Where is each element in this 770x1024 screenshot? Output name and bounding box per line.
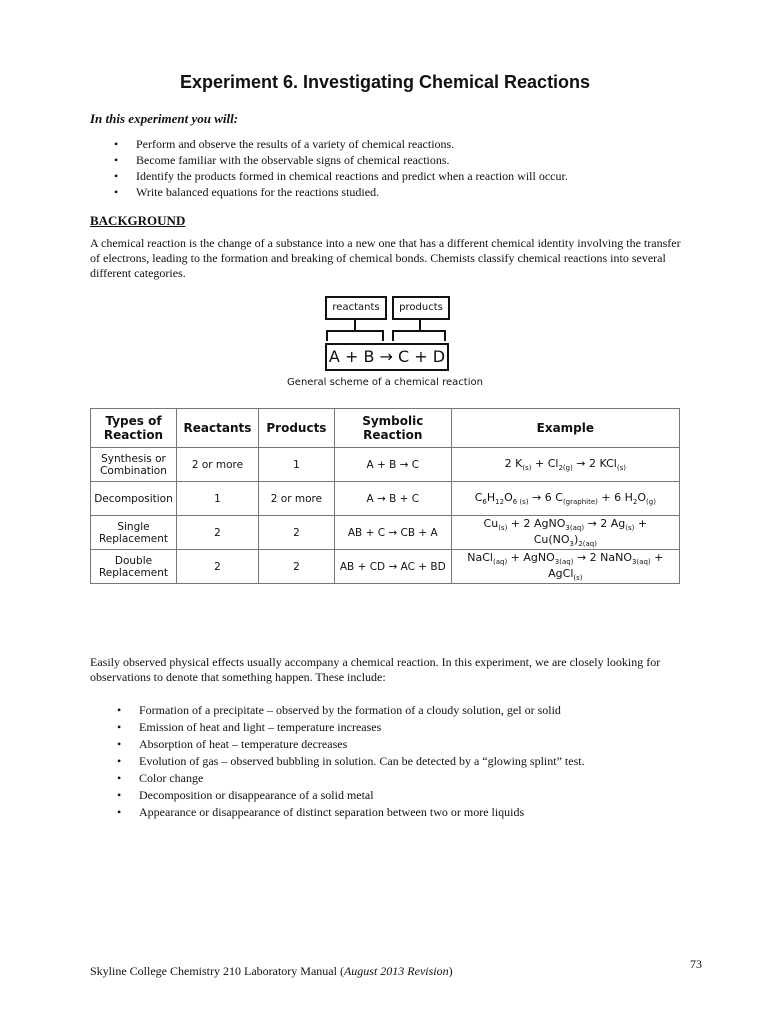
symbolic-cell: AB + C → CB + A: [334, 516, 451, 550]
products-cell: 2: [258, 516, 334, 550]
reactants-label-box: reactants: [325, 296, 387, 320]
footer-close: ): [448, 964, 453, 978]
effects-paragraph: Easily observed physical effects usually accompany a chemical reaction. In this experiment, we are closely looking for observations to denote that something happen. These include:: [90, 655, 661, 684]
reactants-cell: 1: [176, 482, 258, 516]
intro-heading: In this experiment you will:: [90, 111, 239, 126]
formula-subscript: 3(aq): [632, 558, 651, 567]
list-item: • Absorption of heat – temperature decreases: [139, 736, 585, 753]
formula-subscript: (g): [646, 498, 656, 507]
products-label-box: products: [392, 296, 450, 320]
column-header: Symbolic Reaction: [334, 409, 451, 448]
table-row: [91, 482, 680, 516]
formula-subscript: 3: [569, 539, 575, 548]
background-paragraph: A chemical reaction is the change of a substance into a new one that has a different chemical identity involving the transfer of electrons, leading to the formation and breaking of chemical bonds. Chemists classify chemical reactions into several different categories.: [90, 236, 681, 280]
formula-subscript: 6 (s): [512, 498, 529, 507]
reactants-cell: 2: [176, 516, 258, 550]
list-item: • Perform and observe the results of a variety of chemical reactions.: [136, 136, 568, 152]
page-footer: [90, 964, 453, 979]
formula-subscript: 2(aq): [578, 539, 597, 548]
general-equation: A + B → C + D: [325, 343, 449, 371]
example-cell: NaCl$_{(aq)}$ + AgNO$_{3(aq)}$ → 2 NaNO$_{3(aq)}$ + AgCl$_{(s)}$: [451, 550, 679, 584]
list-item: • Write balanced equations for the reactions studied.: [136, 184, 568, 200]
column-header: Products: [258, 409, 334, 448]
reaction-type-cell: Decomposition: [91, 482, 177, 516]
list-item: • Evolution of gas – observed bubbling in solution. Can be detected by a “glowing splint” test.: [139, 753, 585, 770]
formula-subscript: 12: [495, 498, 505, 507]
table-row: [91, 516, 680, 550]
formula-subscript: 2: [632, 498, 638, 507]
symbolic-cell: A → B + C: [334, 482, 451, 516]
products-cell: 1: [258, 448, 334, 482]
example-cell: $C_6H_{12}O_{6 (s)} \to 6$ $C_{(graphite)} + 6$ $H_2O_{(g)}$: [451, 482, 679, 516]
list-item: • Appearance or disappearance of distinct separation between two or more liquids: [139, 804, 585, 821]
formula-subscript: (s): [616, 464, 626, 473]
example-cell: $Cu_{(s)} + 2$ AgNO$_{3(aq)}$ → 2 $Ag_{(s)} + Cu(NO_3)_{2(aq)}$: [451, 516, 679, 550]
footer-revision: August 2013 Revision: [343, 964, 449, 978]
formula-subscript: (graphite): [562, 498, 598, 507]
reaction-types-table: [90, 408, 680, 584]
reaction-type-cell: Synthesis or Combination: [91, 448, 177, 482]
table-row: [91, 448, 680, 482]
symbolic-cell: AB + CD → AC + BD: [334, 550, 451, 584]
formula-subscript: 3(aq): [565, 524, 585, 533]
list-item: • Emission of heat and light – temperature increases: [139, 719, 585, 736]
formula-subscript: (aq): [492, 558, 508, 567]
page-number: 73: [690, 957, 702, 971]
footer-text: Skyline College Chemistry 210 Laboratory Manual (: [90, 964, 344, 978]
formula-subscript: (s): [498, 524, 508, 533]
formula-subscript: (s): [625, 524, 635, 533]
formula-subscript: 6: [482, 498, 487, 507]
reaction-type-cell: Single Replacement: [91, 516, 177, 550]
column-header: Reactants: [176, 409, 258, 448]
products-cell: 2 or more: [258, 482, 334, 516]
table-row: [91, 550, 680, 584]
formula-subscript: 2(g): [558, 464, 573, 473]
symbolic-cell: A + B → C: [334, 448, 451, 482]
scheme-brackets: [0, 0, 770, 345]
list-item: • Become familiar with the observable signs of chemical reactions.: [136, 152, 568, 168]
formula-subscript: (s): [522, 464, 532, 473]
reactants-cell: 2: [176, 550, 258, 584]
list-item: • Decomposition or disappearance of a solid metal: [139, 787, 585, 804]
example-cell: 2 $K_{(s)} + Cl_{2(g)} \to 2$ KCl$_{(s)}$: [451, 448, 679, 482]
formula-subscript: (s): [573, 573, 583, 582]
reaction-type-cell: Double Replacement: [91, 550, 177, 584]
list-item: • Formation of a precipitate – observed by the formation of a cloudy solution, gel or solid: [139, 702, 585, 719]
table-header-row: [91, 409, 680, 448]
formula-subscript: 3(aq): [554, 558, 574, 567]
list-item: • Color change: [139, 770, 585, 787]
scheme-caption: General scheme of a chemical reaction: [287, 377, 483, 388]
column-header: Example: [451, 409, 679, 448]
background-heading: BACKGROUND: [90, 213, 186, 228]
products-cell: 2: [258, 550, 334, 584]
list-item: • Identify the products formed in chemical reactions and predict when a reaction will occur.: [136, 168, 568, 184]
effects-list: [139, 702, 585, 821]
column-header: Types of Reaction: [91, 409, 177, 448]
reactants-cell: 2 or more: [176, 448, 258, 482]
page-title: Experiment 6. Investigating Chemical Reactions: [179, 72, 591, 92]
